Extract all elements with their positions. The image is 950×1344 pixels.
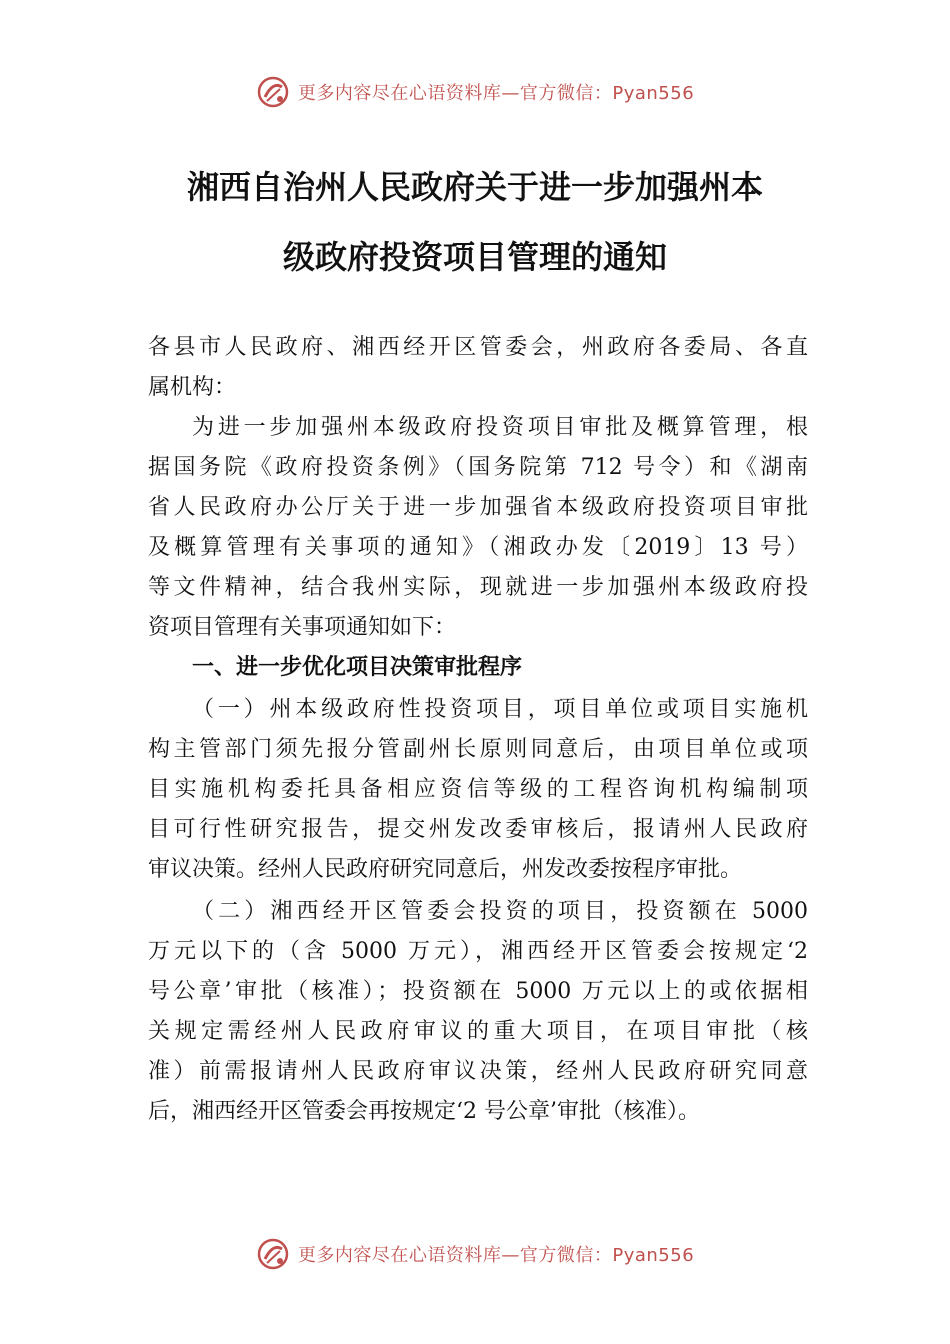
body-line: 属机构：: [148, 375, 237, 400]
body-line: 等文件精神，结合我州实际，现就进一步加强州本级政府投: [148, 575, 808, 600]
body-line: 目可行性研究报告，提交州发改委审核后，报请州人民政府: [148, 817, 808, 842]
header-banner: [0, 70, 950, 114]
body-line: 构主管部门须先报分管副州长原则同意后，由项目单位或项: [148, 737, 808, 762]
body-line: 省人民政府办公厅关于进一步加强省本级政府投资项目审批: [148, 495, 808, 520]
body-line: 后，湘西经开区管委会再按规定‘2 号公章’审批（核准）。: [148, 1099, 700, 1124]
body-line: 号公章’审批（核准）；投资额在 5000 万元以上的或依据相: [148, 979, 808, 1004]
body-line: （一）州本级政府性投资项目，项目单位或项目实施机: [192, 697, 808, 722]
document-title-line-1: 湘西自治州人民政府关于进一步加强州本: [186, 168, 763, 206]
footer-banner: [0, 1232, 950, 1276]
banner-text: 更多内容尽在心语资料库—官方微信：Pyan556: [297, 1245, 695, 1266]
body-line: （二）湘西经开区管委会投资的项目，投资额在 5000: [192, 899, 808, 924]
body-line: 审议决策。经州人民政府研究同意后，州发改委按程序审批。: [148, 857, 743, 882]
body-line: 万元以下的（含 5000 万元），湘西经开区管委会按规定‘2: [148, 939, 808, 964]
body-line: 目实施机构委托具备相应资信等级的工程咨询机构编制项: [148, 777, 808, 802]
seal-logo-icon: [256, 1237, 290, 1271]
banner-text: 更多内容尽在心语资料库—官方微信：Pyan556: [297, 83, 695, 104]
body-line: 据国务院《政府投资条例》（国务院第 712 号令）和《湖南: [148, 455, 808, 480]
body-line: 关规定需经州人民政府审议的重大项目，在项目审批（核: [148, 1019, 808, 1044]
document-title-line-2: 级政府投资项目管理的通知: [282, 238, 667, 276]
body-line: 资项目管理有关事项通知如下：: [148, 615, 457, 640]
section-heading: 一、进一步优化项目决策审批程序: [192, 655, 523, 680]
body-line: 为进一步加强州本级政府投资项目审批及概算管理，根: [192, 415, 808, 440]
body-line: 及概算管理有关事项的通知》（湘政办发〔2019〕13 号）: [148, 535, 808, 560]
body-line: 各县市人民政府、湘西经开区管委会，州政府各委局、各直: [148, 335, 808, 360]
seal-logo-icon: [256, 75, 290, 109]
body-line: 准）前需报请州人民政府审议决策，经州人民政府研究同意: [148, 1059, 808, 1084]
